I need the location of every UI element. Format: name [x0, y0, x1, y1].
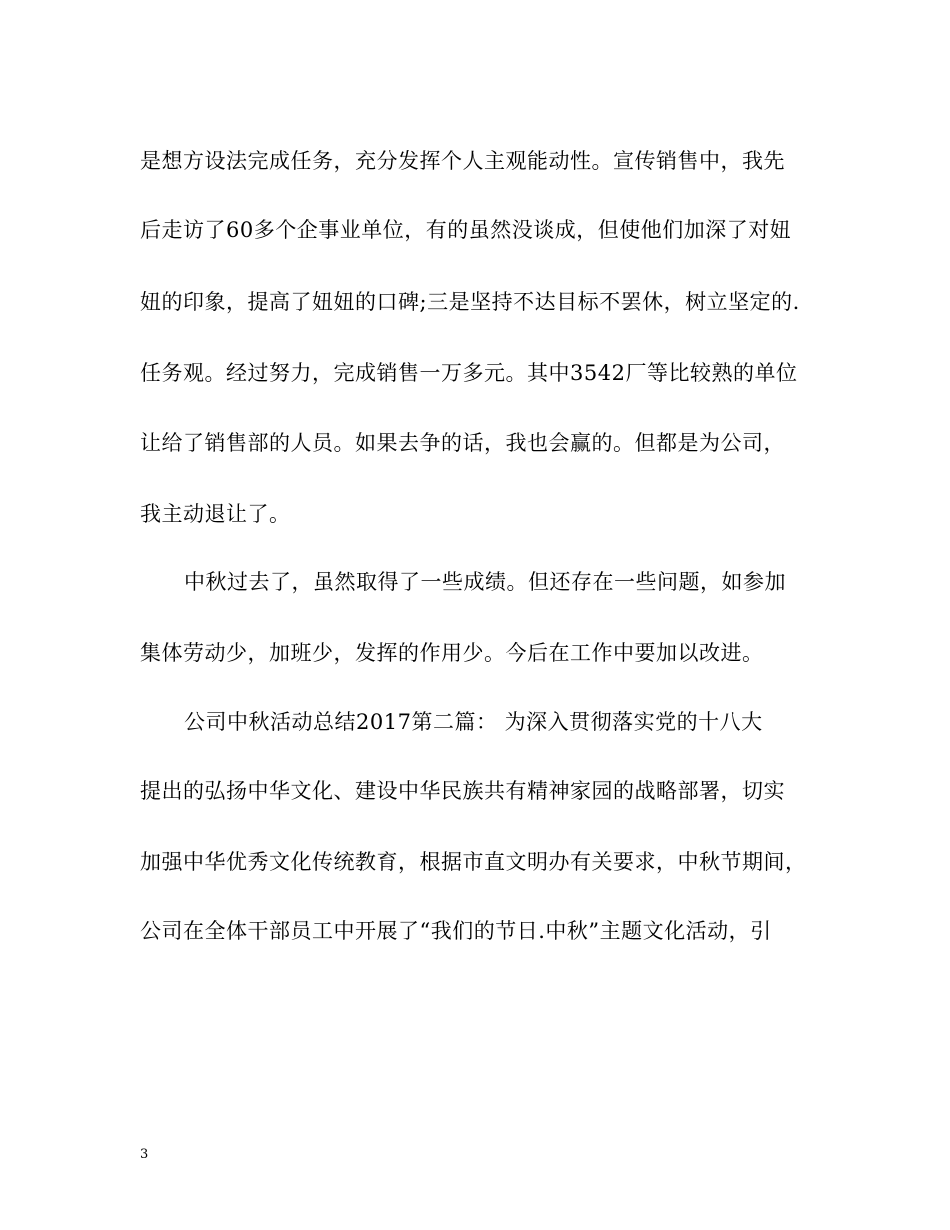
- paragraph-line-11: 加强中华优秀文化传统教育，根据市直文明办有关要求，中秋节期间，: [140, 850, 807, 874]
- paragraph-line-8: 集体劳动少，加班少，发挥的作用少。今后在工作中要加以改进。: [140, 641, 764, 665]
- paragraph-line-12: 公司在全体干部员工中开展了“我们的节日.中秋”主题文化活动，引: [140, 919, 772, 943]
- paragraph-line-10: 提出的弘扬中华文化、建设中华民族共有精神家园的战略部署，切实: [140, 779, 785, 803]
- paragraph-line-7: 中秋过去了，虽然取得了一些成绩。但还存在一些问题，如参加: [184, 570, 786, 594]
- paragraph-line-6: 我主动退让了。: [140, 502, 291, 526]
- paragraph-line-5: 让给了销售部的人员。如果去争的话，我也会赢的。但都是为公司，: [140, 431, 785, 455]
- paragraph-line-2: 后走访了60多个企事业单位，有的虽然没谈成，但使他们加深了对妞: [140, 218, 792, 242]
- paragraph-line-4: 任务观。经过努力，完成销售一万多元。其中3542厂等比较熟的单位: [140, 361, 798, 385]
- paragraph-line-3: 妞的印象，提高了妞妞的口碑;三是坚持不达目标不罢休，树立坚定的.: [140, 290, 800, 314]
- page-number: 3: [140, 1147, 149, 1162]
- paragraph-line-1: 是想方设法完成任务，充分发挥个人主观能动性。宣传销售中，我先: [140, 149, 785, 173]
- paragraph-line-9: 公司中秋活动总结2017第二篇： 为深入贯彻落实党的十八大: [184, 710, 763, 734]
